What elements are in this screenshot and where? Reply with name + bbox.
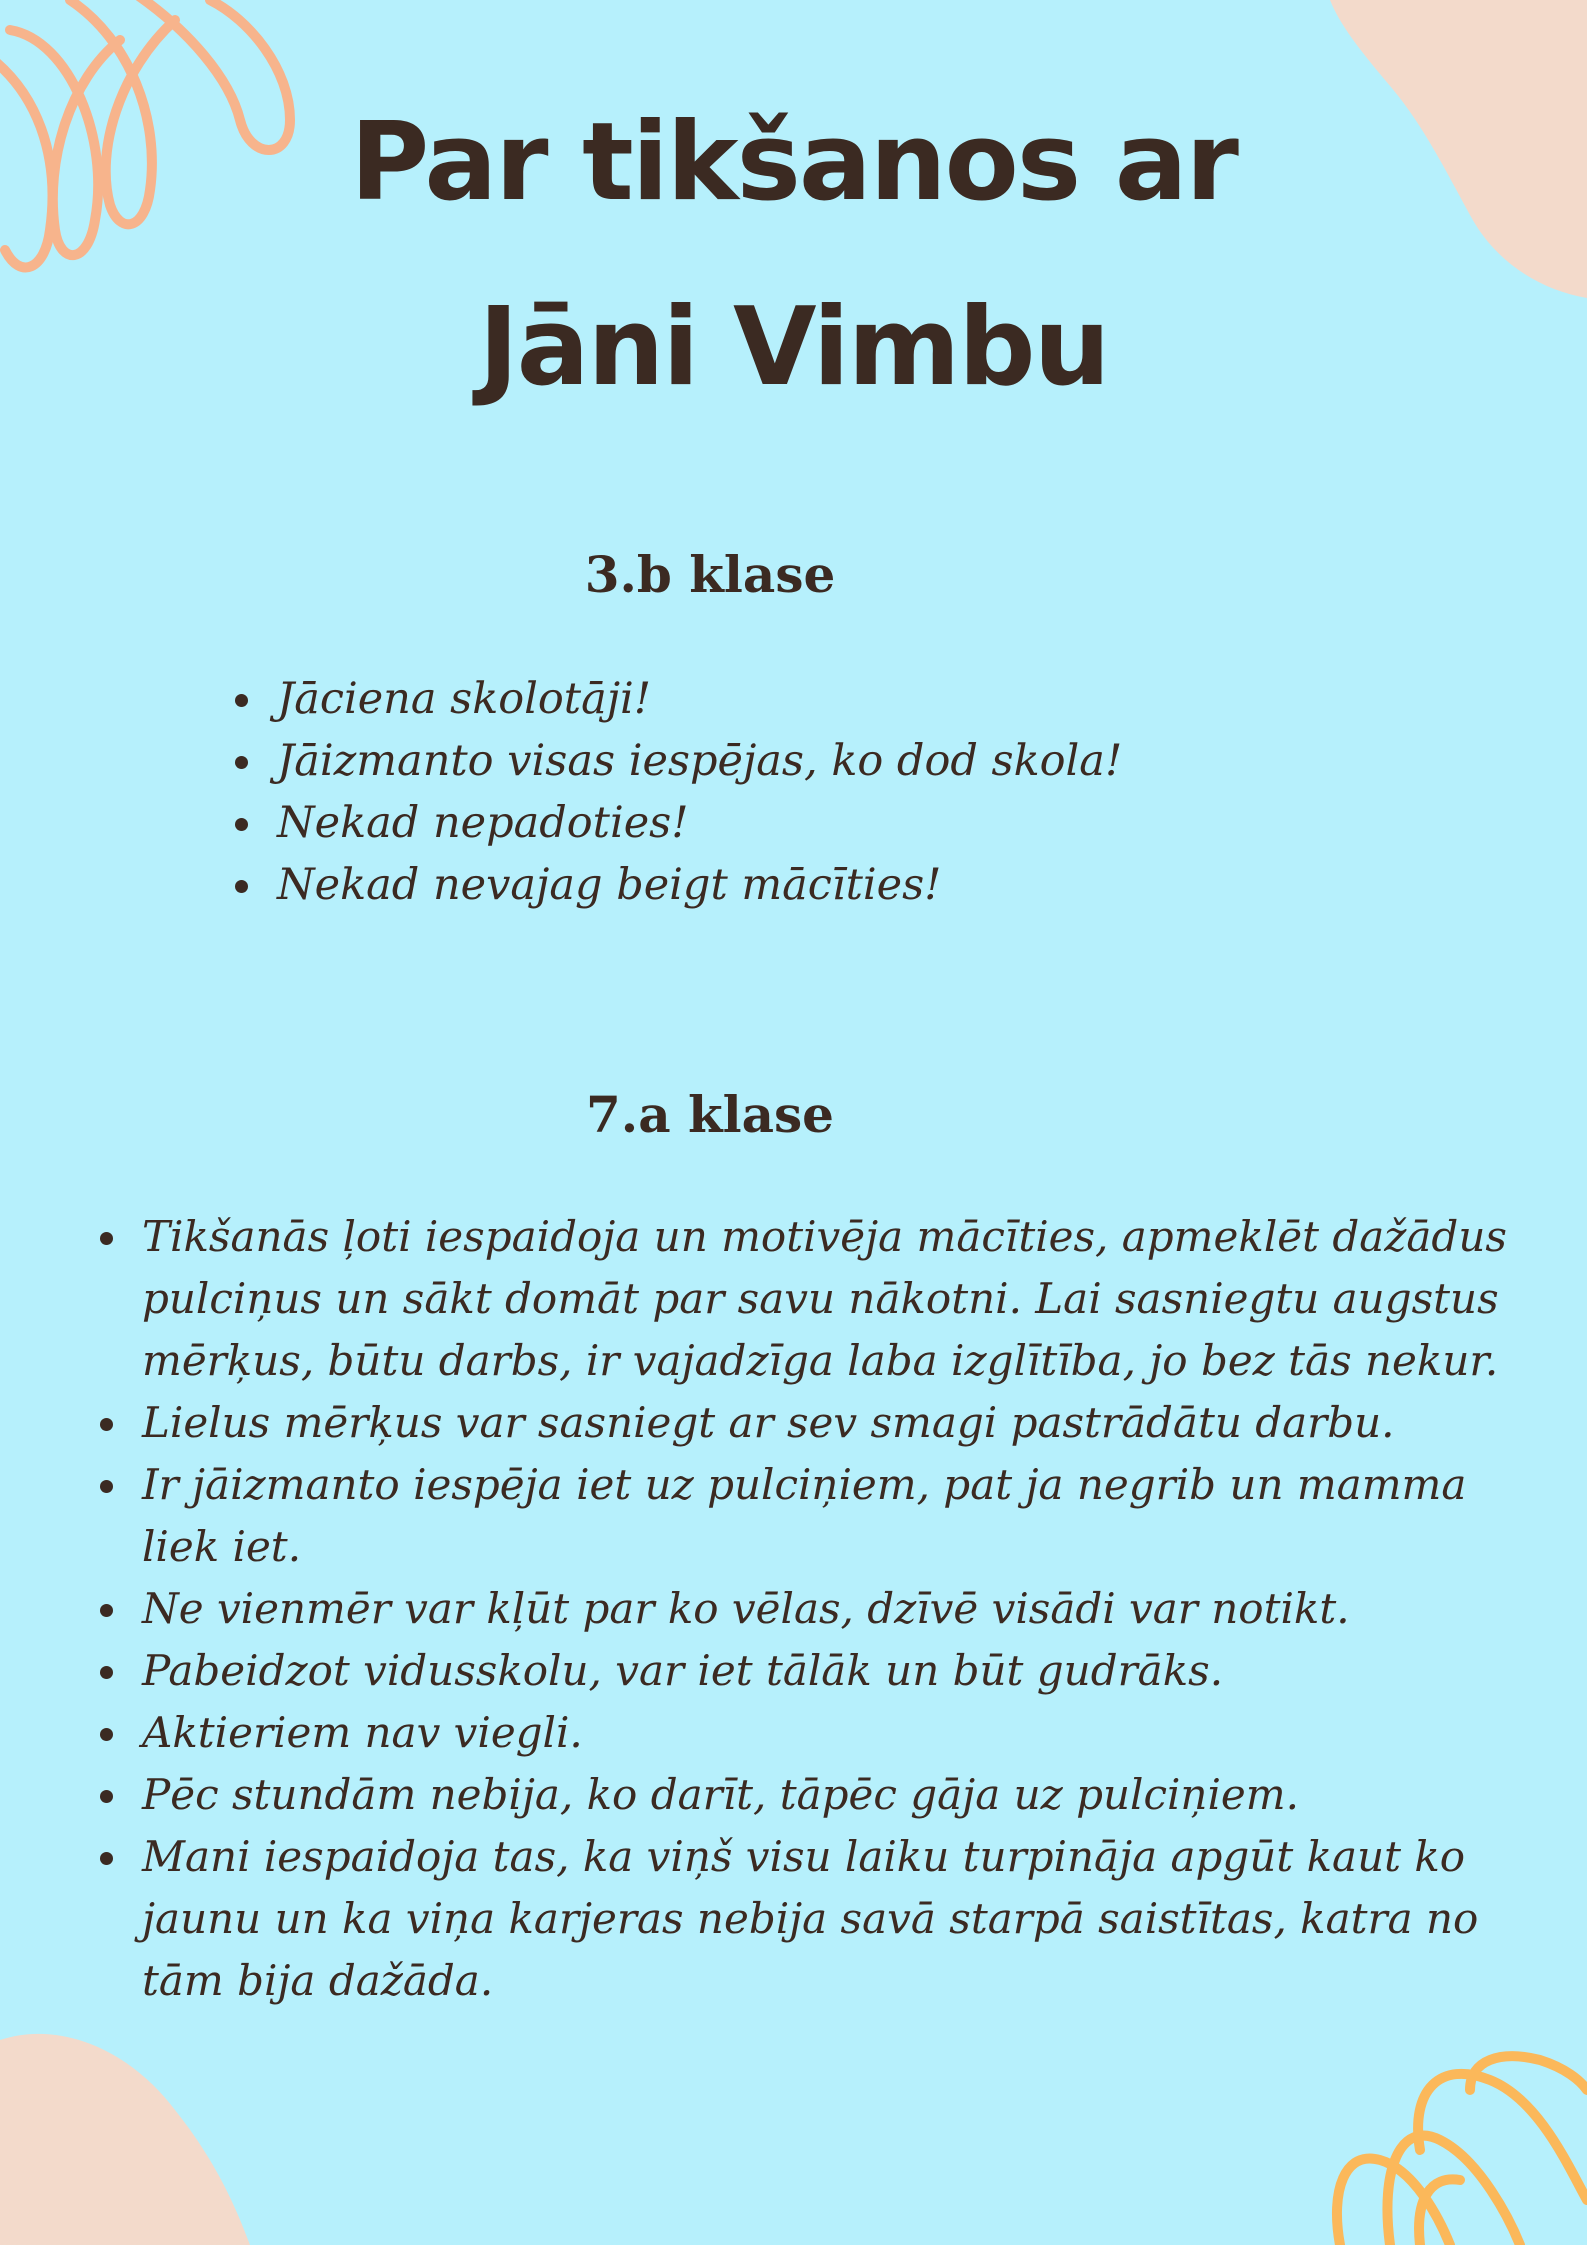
bullet-icon — [100, 1728, 113, 1741]
bullet-icon — [100, 1790, 113, 1803]
list-item — [100, 1392, 1545, 1454]
bullet-icon — [100, 1852, 113, 1865]
list-item-text: Nekad nepadoties! — [277, 798, 689, 848]
list-item-text: Nekad nevajag beigt mācīties! — [277, 860, 942, 910]
list-item — [100, 1206, 1545, 1392]
list-item — [100, 1826, 1545, 2012]
bullet-icon — [100, 1666, 113, 1679]
list-item — [235, 730, 1435, 792]
list-item-text: Pabeidzot vidusskolu, var iet tālāk un būt gudrāks. — [142, 1646, 1224, 1695]
bullet-list-3b — [235, 668, 1435, 916]
bottom-left-blob — [0, 2034, 250, 2245]
list-item — [100, 1764, 1545, 1826]
list-item — [235, 854, 1435, 916]
list-item-text: Ne vienmēr var kļūt par ko vēlas, dzīvē visādi var notikt. — [142, 1584, 1350, 1633]
bullet-icon — [100, 1604, 113, 1617]
list-item-text: Jāizmanto visas iespējas, ko dod skola! — [277, 736, 1123, 786]
list-item — [235, 668, 1435, 730]
list-item-text: Mani iespaidoja tas, ka viņš visu laiku turpināja apgūt kaut ko jaunu un ka viņa karjeras nebija savā starpā saistītas, katra no tām bija dažāda. — [142, 1832, 1479, 2005]
bullet-icon — [235, 818, 248, 831]
bottom-right-scribble — [1337, 2056, 1587, 2245]
section-heading-3b: 3.b klase — [584, 545, 836, 604]
list-item — [100, 1640, 1545, 1702]
list-item-text: Lielus mērķus var sasniegt ar sev smagi pastrādātu darbu. — [142, 1398, 1395, 1447]
page-title-line-1: Par tikšanos ar — [350, 100, 1237, 225]
list-item-text: Jāciena skolotāji! — [277, 674, 652, 724]
list-item — [100, 1702, 1545, 1764]
list-item — [100, 1454, 1545, 1578]
bullet-icon — [235, 694, 248, 707]
list-item-text: Tikšanās ļoti iespaidoja un motivēja mācīties, apmeklēt dažādus pulciņus un sākt domāt par savu nākotni. Lai sasniegtu augstus mērķus, būtu darbs, ir vajadzīga laba izglītība, jo bez tās nekur. — [142, 1212, 1507, 1385]
bullet-icon — [100, 1232, 113, 1245]
list-item-text: Pēc stundām nebija, ko darīt, tāpēc gāja uz pulciņiem. — [142, 1770, 1299, 1819]
list-item-text: Ir jāizmanto iespēja iet uz pulciņiem, pat ja negrib un mamma liek iet. — [142, 1460, 1467, 1571]
list-item — [235, 792, 1435, 854]
bullet-icon — [235, 756, 248, 769]
bullet-icon — [100, 1418, 113, 1431]
list-item — [100, 1578, 1545, 1640]
section-heading-7a: 7.a klase — [586, 1085, 834, 1144]
bullet-icon — [235, 880, 248, 893]
page-title-line-2: Jāni Vimbu — [478, 285, 1109, 410]
bullet-icon — [100, 1480, 113, 1493]
bullet-list-7a — [100, 1206, 1545, 2012]
list-item-text: Aktieriem nav viegli. — [142, 1708, 583, 1757]
page-title — [0, 70, 1587, 440]
